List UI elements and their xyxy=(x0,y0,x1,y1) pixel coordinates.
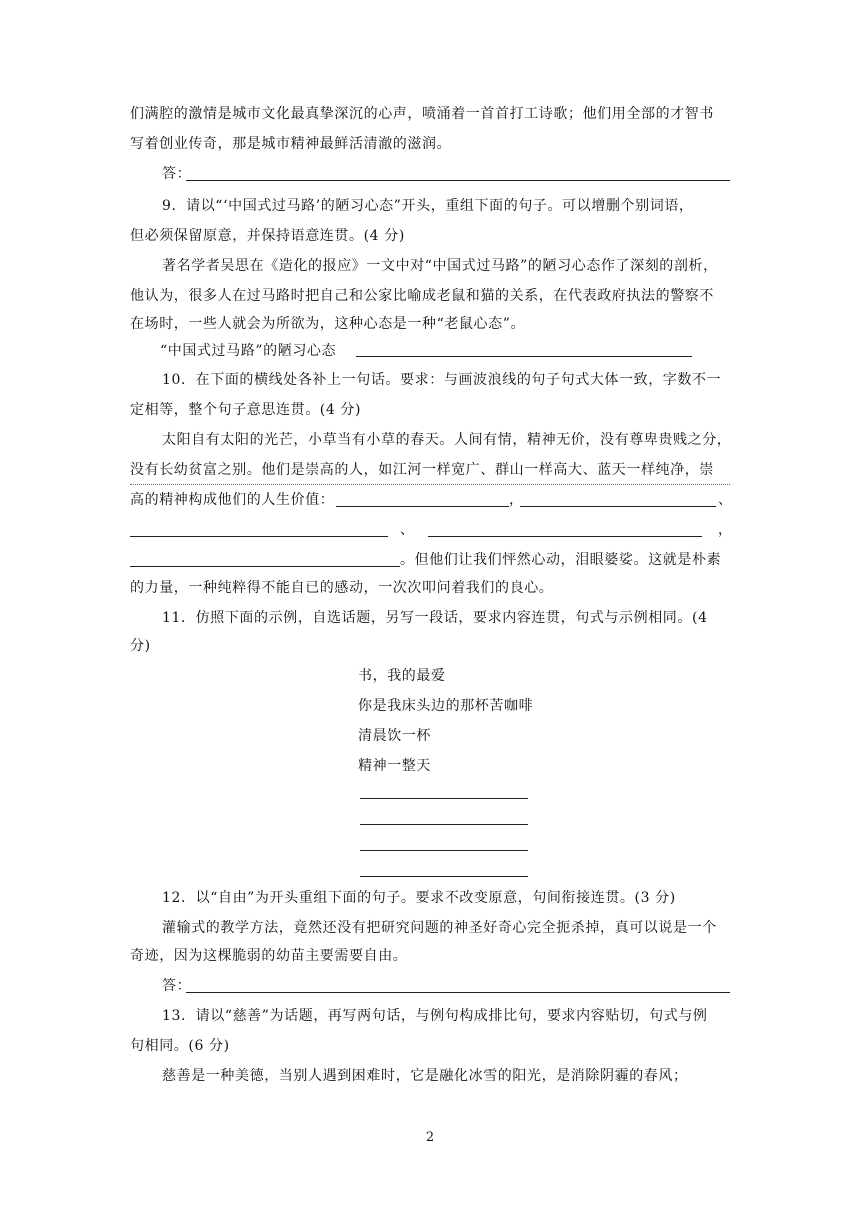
answer-blank-line[interactable] xyxy=(428,536,702,537)
question-11-prompt: 分) xyxy=(130,638,151,654)
question-10-prompt: 定相等，整个句子意思连贯。(4 分) xyxy=(130,402,362,418)
wavy-underline xyxy=(130,484,730,485)
question-12-prompt: 12．以“自由”为开头重组下面的句子。要求不改变原意，句间衔接连贯。(3 分) xyxy=(162,890,676,906)
text-line: 写着创业传奇，那是城市精神最鲜活清澈的滋润。 xyxy=(130,136,452,152)
answer-blank-line[interactable] xyxy=(336,506,509,507)
answer-blank-line[interactable] xyxy=(360,824,528,825)
punctuation: 、 xyxy=(718,492,733,508)
answer-blank-line[interactable] xyxy=(360,850,528,851)
question-9-passage: 他认为，很多人在过马路时把自己和公家比喻成老鼠和猫的关系，在代表政府执法的警察不 xyxy=(130,288,714,304)
question-12-passage: 奇迹，因为这棵脆弱的幼苗主要需要自由。 xyxy=(130,948,408,964)
answer-blank-line[interactable] xyxy=(360,876,528,877)
question-10-passage: 高的精神构成他们的人生价值： xyxy=(130,492,335,508)
question-10-passage: 的力量，一种纯粹得不能自已的感动，一次次叩问着我们的良心。 xyxy=(130,580,554,596)
answer-blank-line[interactable] xyxy=(186,180,730,181)
question-10-passage: 太阳自有太阳的光芒，小草当有小草的春天。人间有情，精神无价，没有尊卑贵贱之分， xyxy=(162,432,732,448)
question-12-passage: 灌输式的教学方法，竟然还没有把研究问题的神圣好奇心完全扼杀掉，真可以说是一个 xyxy=(162,920,717,936)
example-poem-line: 你是我床头边的那杯苦咖啡 xyxy=(358,698,534,714)
question-9-prompt: 9．请以“‘中国式过马路’的陋习心态”开头，重组下面的句子。可以增删个别词语， xyxy=(162,198,694,214)
punctuation: 、 xyxy=(400,522,415,538)
text-line: 们满腔的激情是城市文化最真挚深沉的心声，喷涌着一首首打工诗歌；他们用全部的才智书 xyxy=(130,106,714,122)
answer-blank-line[interactable] xyxy=(360,798,528,799)
example-poem-line: 清晨饮一杯 xyxy=(358,728,431,744)
answer-label: 答： xyxy=(162,166,192,182)
question-13-prompt: 句相同。(6 分) xyxy=(130,1038,230,1054)
question-10-prompt: 10．在下面的横线处各补上一句话。要求：与画波浪线的句子句式大体一致，字数不一 xyxy=(162,372,722,388)
question-9-prompt: 但必须保留原意，并保持语意连贯。(4 分) xyxy=(130,228,405,244)
punctuation: ， xyxy=(509,492,524,508)
page-number: 2 xyxy=(425,1130,435,1145)
question-13-example: 慈善是一种美德，当别人遇到困难时，它是融化冰雪的阳光，是消除阴霾的春风； xyxy=(162,1068,688,1084)
example-poem-line: 书，我的最爱 xyxy=(358,668,446,684)
answer-blank-line[interactable] xyxy=(356,356,692,357)
example-poem-line: 精神一整天 xyxy=(358,758,431,774)
question-10-passage: 没有长幼贫富之别。他们是崇高的人，如江河一样宽广、群山一样高大、蓝天一样纯净，崇 xyxy=(130,462,714,478)
question-9-passage: 在场时，一些人就会为所欲为，这种心态是一种“老鼠心态”。 xyxy=(130,316,526,332)
answer-blank-line[interactable] xyxy=(130,566,400,567)
question-11-prompt: 11．仿照下面的示例，自选话题，另写一段话，要求内容连贯，句式与示例相同。(4 xyxy=(162,610,708,626)
answer-blank-line[interactable] xyxy=(186,992,730,993)
answer-label: 答： xyxy=(162,978,192,994)
answer-blank-line[interactable] xyxy=(130,536,388,537)
question-9-lead: “中国式过马路”的陋习心态 xyxy=(160,343,337,359)
punctuation: ， xyxy=(718,522,733,538)
question-9-passage: 著名学者吴思在《造化的报应》一文中对“中国式过马路”的陋习心态作了深刻的剖析， xyxy=(162,258,718,274)
question-13-prompt: 13．请以“慈善”为话题，再写两句话，与例句构成排比句，要求内容贴切，句式与例 xyxy=(162,1008,708,1024)
question-10-passage: 。但他们让我们怦然心动，泪眼婆娑。这就是朴素 xyxy=(400,552,722,568)
answer-blank-line[interactable] xyxy=(520,506,716,507)
